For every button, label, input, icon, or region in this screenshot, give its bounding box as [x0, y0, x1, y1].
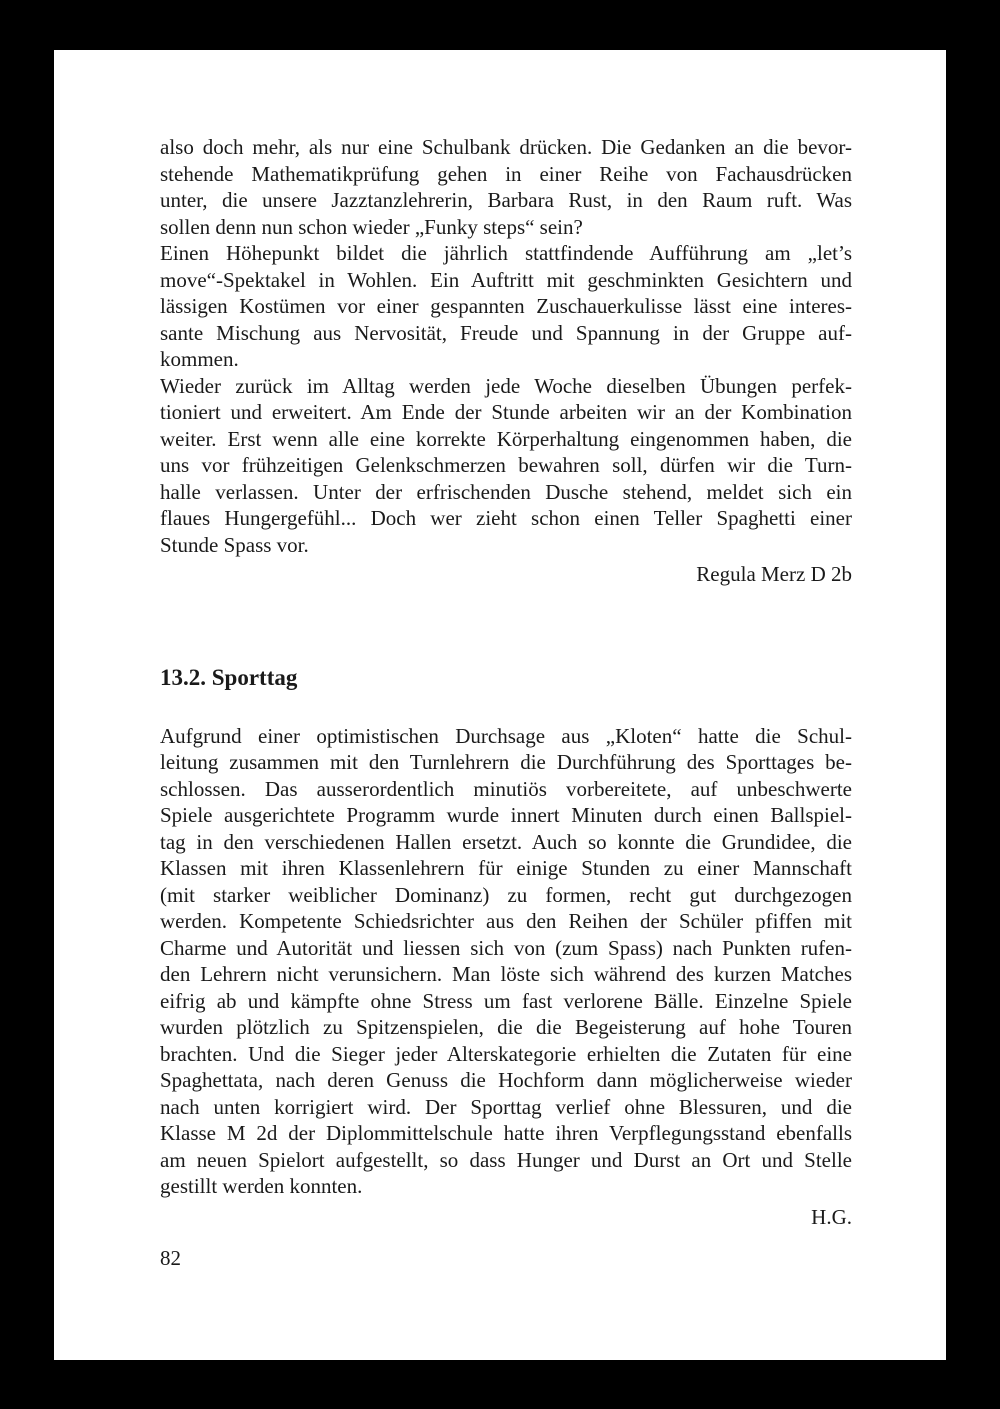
text-line: Spiele ausgerichtete Programm wurde innert Minuten durch einen Ballspiel- — [160, 803, 852, 827]
text-line: stehende Mathematikprüfung gehen in einer Reihe von Fachausdrücken — [160, 161, 852, 186]
text-line: werden. Kompetente Schiedsrichter aus den Reihen der Schüler pfiffen mit — [160, 909, 852, 933]
text-line: am neuen Spielort aufgestellt, so dass Hunger und Durst an Ort und Stelle — [160, 1147, 852, 1172]
text-line: tioniert und erweitert. Am Ende der Stunde arbeiten wir an der Kombination — [160, 400, 852, 424]
text-line: tag in den verschiedenen Hallen ersetzt. Auch so konnte die Grundidee, die — [160, 829, 852, 854]
article-continuation — [160, 134, 852, 588]
text-line: move“-Spektakel in Wohlen. Ein Auftritt mit geschminkten Gesichtern und — [160, 267, 852, 292]
page-content — [160, 134, 852, 1230]
text-line: sollen denn nun schon wieder „Funky steps“ sein? — [160, 214, 583, 239]
text-line: halle verlassen. Unter der erfrischenden Dusche stehend, meldet sich ein — [160, 479, 852, 504]
text-line: den Lehrern nicht verunsichern. Man löste sich während des kurzen Matches — [160, 962, 852, 986]
section-heading: 13.2. Sporttag — [160, 664, 298, 690]
text-line: leitung zusammen mit den Turnlehrern die Durchführung des Sporttages be- — [160, 750, 852, 774]
author-signature: Regula Merz D 2b — [696, 562, 852, 586]
text-line: Wieder zurück im Alltag werden jede Woche dieselben Übungen perfek- — [160, 373, 852, 398]
text-line: unter, die unsere Jazztanzlehrerin, Barbara Rust, in den Raum ruft. Was — [160, 188, 852, 212]
section-body — [160, 723, 852, 1231]
text-line: Charme und Autorität und liessen sich von (zum Spass) nach Punkten rufen- — [160, 935, 852, 960]
document-page — [54, 50, 946, 1360]
text-line: schlossen. Das ausserordentlich minutiös vorbereitete, auf unbeschwerte — [160, 776, 852, 801]
text-line: kommen. — [160, 347, 239, 371]
text-line: brachten. Und die Sieger jeder Alterskategorie erhielten die Zutaten für eine — [160, 1041, 852, 1066]
text-line: Spaghettata, nach deren Genuss die Hochform dann möglicherweise wieder — [160, 1068, 852, 1092]
text-line: (mit starker weiblicher Dominanz) zu formen, recht gut durchgezogen — [160, 882, 852, 907]
text-line: also doch mehr, als nur eine Schulbank drücken. Die Gedanken an die bevor- — [160, 135, 852, 159]
text-line: Aufgrund einer optimistischen Durchsage aus „Kloten“ hatte die Schul- — [160, 723, 852, 748]
text-line: weiter. Erst wenn alle eine korrekte Körperhaltung eingenommen haben, die — [160, 426, 852, 451]
author-signature: H.G. — [811, 1204, 852, 1229]
text-line: sante Mischung aus Nervosität, Freude und Spannung in der Gruppe auf- — [160, 320, 852, 345]
text-line: Klasse M 2d der Diplommittelschule hatte ihren Verpflegungsstand ebenfalls — [160, 1121, 852, 1145]
page-number: 82 — [160, 1246, 181, 1270]
text-line: Klassen mit ihren Klassenlehrern für einige Stunden zu einer Mannschaft — [160, 856, 852, 880]
text-line: uns vor frühzeitigen Gelenkschmerzen bewahren soll, dürfen wir die Turn- — [160, 453, 852, 477]
text-line: Einen Höhepunkt bildet die jährlich stattfindende Aufführung am „let’s — [160, 241, 852, 265]
text-line: nach unten korrigiert wird. Der Sporttag verlief ohne Blessuren, und die — [160, 1094, 852, 1119]
text-line: eifrig ab und kämpfte ohne Stress um fast verlorene Bälle. Einzelne Spiele — [160, 988, 852, 1013]
text-line: flaues Hungergefühl... Doch wer zieht schon einen Teller Spaghetti einer — [160, 506, 852, 530]
text-line: gestillt werden konnten. — [160, 1174, 363, 1198]
text-line: wurden plötzlich zu Spitzenspielen, die die Begeisterung auf hohe Touren — [160, 1015, 852, 1039]
text-line: Stunde Spass vor. — [160, 532, 309, 557]
text-line: lässigen Kostümen vor einer gespannten Zuschauerkulisse lässt eine interes- — [160, 294, 852, 318]
